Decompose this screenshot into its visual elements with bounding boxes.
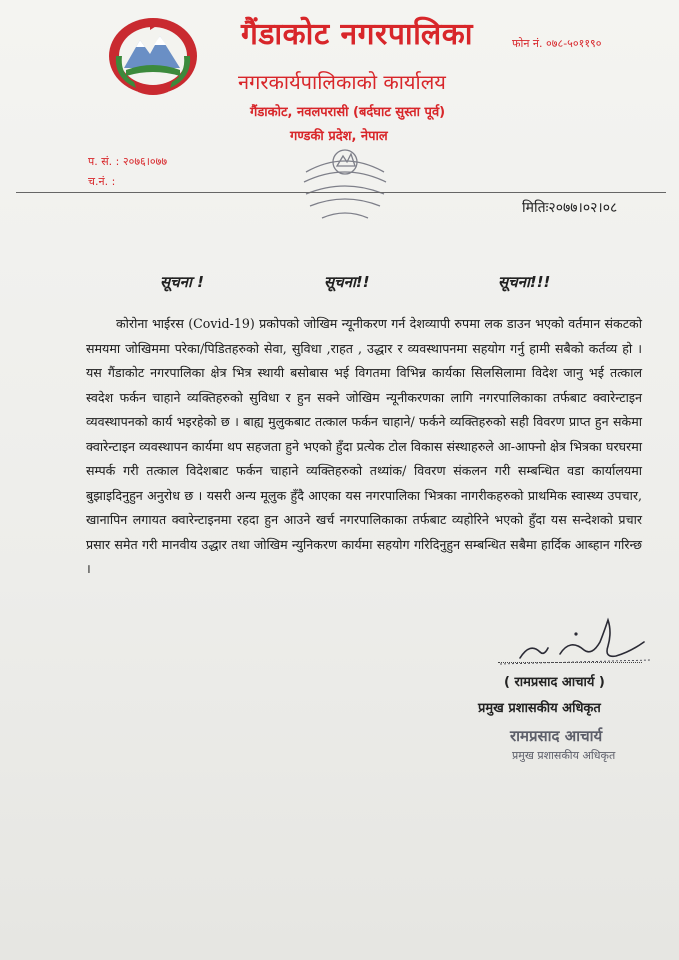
- phone-number: फोन नं. ०७८-५०११९०: [512, 37, 602, 50]
- office-address: गैंडाकोट, नवलपरासी (बर्दघाट सुस्ता पूर्व): [250, 105, 446, 120]
- handwritten-signature-icon: [500, 612, 650, 668]
- signatory-name: ( रामप्रसाद आचार्य ): [504, 675, 605, 690]
- notice-heading-1: सूचना !: [160, 273, 204, 291]
- notice-body-paragraph: कोरोना भाईरस (Covid-19) प्रकोपको जोखिम न्यूनीकरण गर्न देशव्यापी रुपमा लक डाउन भएको वर्तमान संकटको समयमा जोखिममा परेका/पिडितहरुको सेवा, सुविधा ,राहत , उद्धार र व्यवस्थापनमा सहयोग गर्नु हामी सबैको कर्तव्य हो । यस गैंडाकोट नगरपालिका क्षेत्र भित्र स्थायी बसोबास भई विगतमा विभिन्न कार्यका सिलसिलामा विदेश जानु भई तत्काल स्वदेश फर्कन चाहाने व्यक्तिहरुको सुविधा र हुन सक्ने जोखिम न्यूनीकरणका लागि नगरपालिकाका तर्फबाट क्वारेन्टाइन व्यवस्थापनको कार्य भइरहेको छ । बाह्य मुलुकबाट तत्काल फर्कन चाहाने/ फर्कने व्यक्तिहरुको सही विवरण प्राप्त हुन सकेमा क्वारेन्टाइन व्यवस्थापन कार्यमा थप सहजता हुने भएको हुँदा प्रत्येक टोल विकास संस्थाहरुले आ-आफ्नो क्षेत्र भित्रका घरघरमा सम्पर्क गरी तत्काल विदेशबाट फर्कन चाहाने व्यक्तिहरुको तथ्यांक/ विवरण संकलन गरी सम्बन्धित वडा कार्यालयमा बुझाइदिनुहुन अनुरोध छ । यसरी अन्य मूलुक हुँदै आएका यस नगरपालिका भित्रका नागरीकहरुको प्राथमिक स्वास्थ्य उपचार, खानापिन लगायत क्वारेन्टाइनमा रहदा हुन आउने खर्च नगरपालिकाका तर्फबाट व्यहोरिने भएको हुँदा यस सन्देशको प्रचार प्रसार समेत गरी मानवीय उद्धार तथा जोखिम न्युनिकरण कार्यमा सहयोग गरिदिनुहुन सम्बन्धित सबैमा हार्दिक आब्हान गरिन्छ ।: [86, 316, 642, 576]
- notice-heading-3: सूचना!!!: [498, 273, 551, 291]
- name-stamp: रामप्रसाद आचार्य: [510, 727, 603, 745]
- municipality-title: गैंडाकोट नगरपालिका: [240, 17, 474, 52]
- designation-stamp: प्रमुख प्रशासकीय अधिकृत: [512, 749, 616, 762]
- letter-reference-number: प. सं. : २०७६।०७७: [88, 155, 168, 168]
- office-name: नगरकार्यपालिकाको कार्यालय: [238, 70, 446, 94]
- letterhead-divider: [16, 192, 666, 193]
- office-stamp-icon: [300, 142, 390, 230]
- letter-date: मितिः२०७७।०२।०८: [522, 200, 618, 216]
- dispatch-number: च.नं. :: [88, 175, 116, 188]
- signature-line: [498, 662, 642, 663]
- signatory-designation: प्रमुख प्रशासकीय अधिकृत: [478, 701, 601, 716]
- province-line: गण्डकी प्रदेश, नेपाल: [290, 129, 388, 144]
- notice-heading-2: सूचना!!: [324, 273, 370, 291]
- nepal-emblem-icon: [106, 16, 200, 96]
